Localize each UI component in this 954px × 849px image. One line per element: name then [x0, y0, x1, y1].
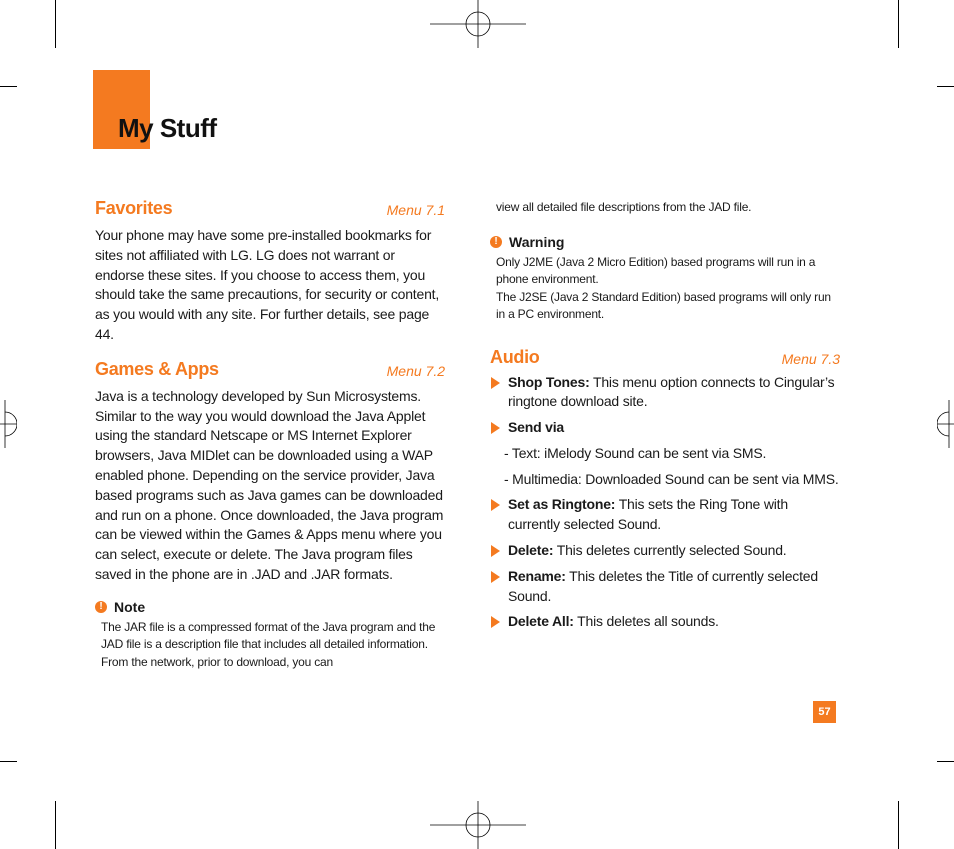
crop-mark: [0, 86, 17, 87]
audio-title: Audio: [490, 346, 540, 367]
crop-mark: [937, 761, 954, 762]
registration-mark-icon: [0, 400, 17, 448]
delete-label: Delete:: [508, 542, 554, 559]
warning-icon: !: [490, 236, 502, 248]
left-column: [95, 198, 445, 671]
list-item-delete-all: [490, 612, 840, 632]
favorites-title: Favorites: [95, 198, 173, 218]
note-header: [95, 599, 445, 615]
games-text: Java is a technology developed by Sun Microsystems. Similar to the way you would download the Java Applet using the standard Netscape or MS Internet Explorer browsers, Java MIDlet can be downloaded using a WAP enabled phone. Depending on the service provider, Java based programs such as Java games can be downloaded and run on a phone. Once downloaded, the Java program can be viewed within the Games & Apps menu where you can select, execute or delete. The Java program files saved in the phone are in .JAD and .JAR formats.: [95, 387, 444, 582]
crop-mark: [55, 0, 56, 48]
note-text: The JAR file is a compressed format of the Java program and the JAD file is a description file that includes all detailed information. From the network, prior to download, you can: [101, 619, 436, 669]
warning-header: [490, 234, 840, 250]
page-title: My Stuff: [118, 113, 217, 143]
bullet-arrow-icon: [491, 616, 500, 628]
list-item-delete: [490, 541, 840, 561]
note-label: Note: [114, 598, 146, 615]
crop-mark: [55, 801, 56, 849]
send-via-label: Send via: [508, 419, 564, 436]
shop-tones-text: This menu option connects to Cingular’s ringtone download site.: [508, 373, 835, 410]
warning-label: Warning: [509, 233, 565, 250]
audio-menu-number: Menu 7.3: [781, 350, 840, 367]
registration-mark-icon: [430, 0, 526, 48]
set-ringtone-label: Set as Ringtone:: [508, 496, 616, 513]
send-via-text-option: - Text: iMelody Sound can be sent via SMS.: [504, 444, 767, 461]
bullet-arrow-icon: [491, 377, 500, 389]
favorites-text: Your phone may have some pre-installed bookmarks for sites not affiliated with LG. LG does not warrant or endorse these sites. If you choose to access them, you should take the same precautions, for security or content, as you would with any site. For further details, see page 44.: [95, 227, 440, 342]
warning-text-1: Only J2ME (Java 2 Micro Edition) based programs will run in a phone environment.: [496, 254, 816, 286]
right-column: [490, 198, 840, 638]
crop-mark: [0, 761, 17, 762]
rename-text: This deletes the Title of currently selected Sound.: [508, 567, 818, 604]
note-icon: !: [95, 601, 107, 613]
registration-mark-icon: [430, 801, 526, 849]
page-number: 57: [813, 701, 836, 723]
audio-header: [490, 347, 840, 373]
favorites-menu-number: Menu 7.1: [386, 202, 445, 218]
crop-mark: [898, 0, 899, 48]
bullet-arrow-icon: [491, 545, 500, 557]
crop-mark: [898, 801, 899, 849]
bullet-arrow-icon: [491, 499, 500, 511]
registration-mark-icon: [937, 400, 954, 448]
favorites-header: [95, 198, 445, 224]
send-via-multimedia-option: - Multimedia: Downloaded Sound can be sent via MMS.: [504, 470, 839, 487]
rename-label: Rename:: [508, 567, 566, 584]
delete-all-label: Delete All:: [508, 613, 574, 630]
note-continued-text: view all detailed file descriptions from the JAD file.: [496, 200, 752, 214]
bullet-arrow-icon: [491, 422, 500, 434]
games-header: [95, 359, 445, 385]
warning-text-2: The J2SE (Java 2 Standard Edition) based programs will only run in a PC environment.: [496, 289, 831, 321]
set-ringtone-text: This sets the Ring Tone with currently selected Sound.: [508, 496, 788, 533]
games-menu-number: Menu 7.2: [386, 362, 445, 379]
list-item-rename: [490, 567, 840, 607]
list-item-set-as-ringtone: [490, 495, 840, 535]
delete-all-text: This deletes all sounds.: [573, 613, 719, 630]
games-title: Games & Apps: [95, 358, 219, 379]
list-item-shop-tones: [490, 373, 840, 413]
list-item-send-via: [490, 418, 840, 438]
delete-text: This deletes currently selected Sound.: [553, 542, 787, 559]
bullet-arrow-icon: [491, 571, 500, 583]
shop-tones-label: Shop Tones:: [508, 373, 590, 390]
crop-mark: [937, 86, 954, 87]
